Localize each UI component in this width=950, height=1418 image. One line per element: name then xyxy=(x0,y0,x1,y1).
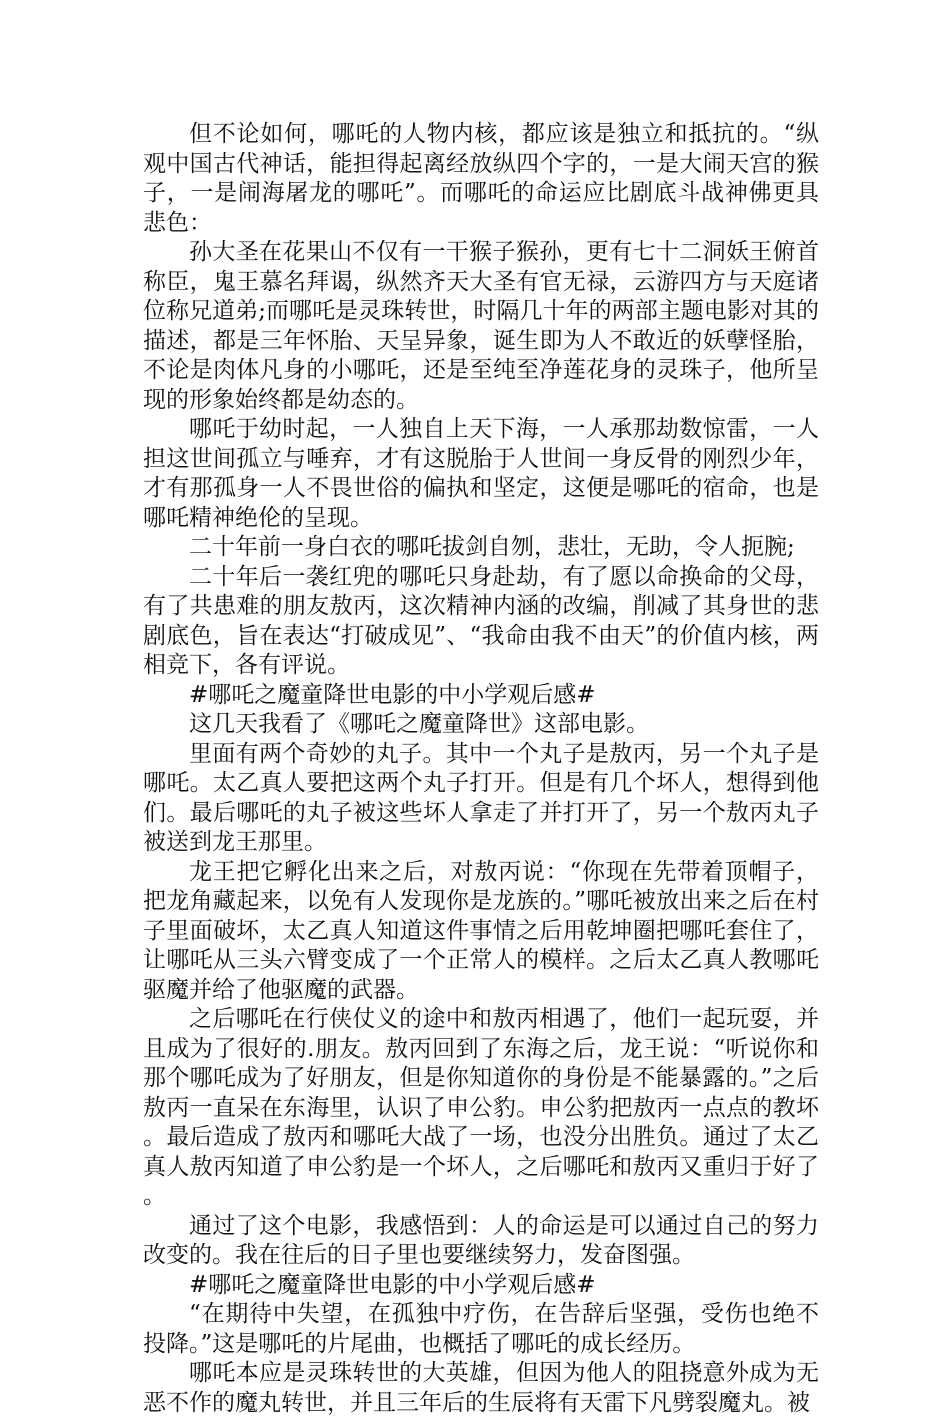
paragraph-10: 通过了这个电影，我感悟到：人的命运是可以通过自己的努力改变的。我在往后的日子里也要继续努力，发奋图强。 xyxy=(143,1212,819,1268)
paragraph-12: 哪吒本应是灵珠转世的大英雄，但因为他人的阻挠意外成为无恶不作的魔丸转世，并且三年后的生辰将有天雷下凡劈裂魔丸。被 xyxy=(143,1360,819,1416)
section-heading-1: #哪吒之魔童降世电影的中小学观后感# xyxy=(189,681,596,708)
paragraph-4: 二十年前一身白衣的哪吒拔剑自刎，悲壮，无助，令人扼腕; xyxy=(189,534,795,560)
paragraph-2: 孙大圣在花果山不仅有一干猴子猴孙，更有七十二洞妖王俯首称臣，鬼王慕名拜谒，纵然齐天大圣有官无禄，云游四方与天庭诸位称兄道弟;而哪吒是灵珠转世，时隔几十年的两部主题电影对其的描述，都是三年怀胎、天呈异象，诞生即为人不敢近的妖孽怪胎，不论是肉体凡身的小哪吒，还是至纯至净莲花身的灵珠子，他所呈现的形象始终都是幼态的。 xyxy=(143,239,819,413)
paragraph-8: 龙王把它孵化出来之后，对敖丙说：“你现在先带着顶帽子，把龙角藏起来，以免有人发现你是龙族的。”哪吒被放出来之后在村子里面破坏，太乙真人知道这件事情之后用乾坤圈把哪吒套住了，让哪吒从三头六臂变成了一个正常人的模样。之后太乙真人教哪吒驱魔并给了他驱魔的武器。 xyxy=(143,858,819,1003)
paragraph-3: 哪吒于幼时起，一人独自上天下海，一人承那劫数惊雷，一人担这世间孤立与唾弃，才有这脱胎于人世间一身反骨的刚烈少年，才有那孤身一人不畏世俗的偏执和坚定，这便是哪吒的宿命，也是哪吒精神绝伦的呈现。 xyxy=(143,416,819,531)
paragraph-9: 之后哪吒在行侠仗义的途中和敖丙相遇了，他们一起玩耍，并且成为了很好的.朋友。敖丙回到了东海之后，龙王说：“听说你和那个哪吒成为了好朋友，但是你知道你的身份是不能暴露的。”之后敖丙一直呆在东海里，认识了申公豹。申公豹把敖丙一点点的教坏。最后造成了敖丙和哪吒大战了一场，也没分出胜负。通过了太乙真人敖丙知道了申公豹是一个坏人，之后哪吒和敖丙又重归于好了。 xyxy=(143,1006,819,1209)
paragraph-11: “在期待中失望，在孤独中疗伤，在告辞后坚强，受伤也绝不投降。”这是哪吒的片尾曲，也概括了哪吒的成长经历。 xyxy=(143,1301,819,1357)
paragraph-6: 这几天我看了《哪吒之魔童降世》这部电影。 xyxy=(189,711,649,737)
paragraph-5: 二十年后一袭红兜的哪吒只身赴劫，有了愿以命换命的父母，有了共患难的朋友敖丙，这次精神内涵的改编，削减了其身世的悲剧底色，旨在表达“打破成见”、“我命由我不由天”的价值内核，两相竞下，各有评说。 xyxy=(143,563,819,678)
section-heading-2: #哪吒之魔童降世电影的中小学观后感# xyxy=(189,1271,596,1298)
paragraph-7: 里面有两个奇妙的丸子。其中一个丸子是敖丙，另一个丸子是哪吒。太乙真人要把这两个丸子打开。但是有几个坏人，想得到他们。最后哪吒的丸子被这些坏人拿走了并打开了，另一个敖丙丸子被送到龙王那里。 xyxy=(143,740,819,855)
paragraph-1: 但不论如何，哪吒的人物内核，都应该是独立和抵抗的。“纵观中国古代神话，能担得起离经放纵四个字的，一是大闹天宫的猴子，一是闹海屠龙的哪吒”。而哪吒的命运应比剧底斗战神佛更具悲色： xyxy=(143,121,819,236)
document-body xyxy=(143,120,819,1418)
